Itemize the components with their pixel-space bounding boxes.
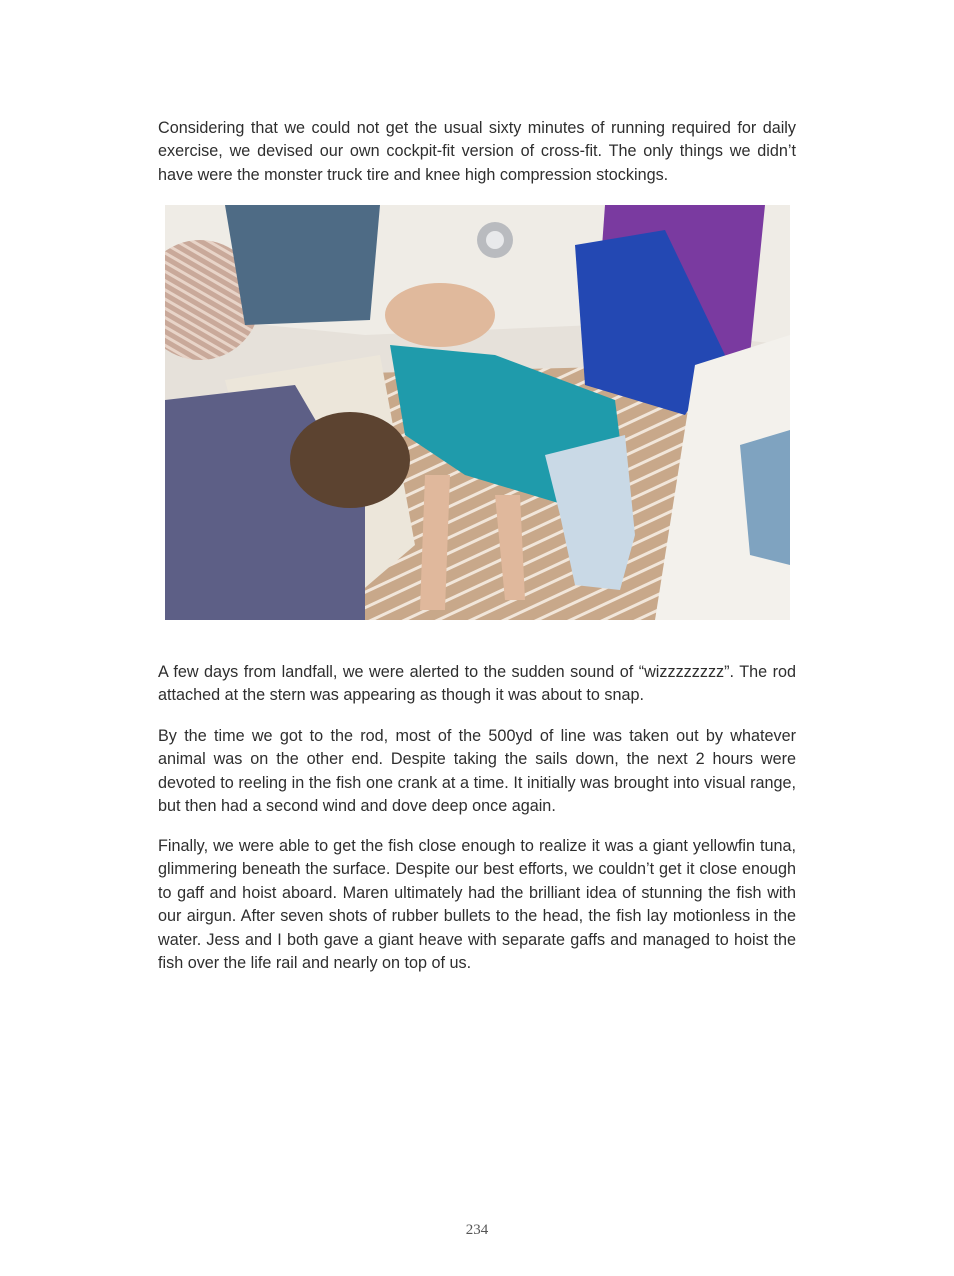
- paragraph-landfall: A few days from landfall, we were alerted to the sudden sound of “wizzzzzzzz”. The rod attached at the stern was appearing as though it was about to snap.: [158, 663, 796, 705]
- page-number: 234: [465, 1222, 489, 1238]
- paragraph-tuna: Finally, we were able to get the fish close enough to realize it was a giant yellowfin tuna, glimmering beneath the surface. Despite our best efforts, we couldn’t get it close enough to gaff and hoist aboard. Maren ultimately had the brilliant idea of stunning the fish with our airgun. After seven shots of rubber bullets to the head, the fish lay motionless in the water. Jess and I both gave a giant heave with separate gaffs and managed to hoist the fish over the life rail and nearly on top of us.: [158, 837, 796, 973]
- paragraph-reeling: By the time we got to the rod, most of the 500yd of line was taken out by whatever animal was on the other end. Despite taking the sails down, the next 2 hours were devoted to reeling in the fish one crank at a time. It initially was brought into visual range, but then had a second wind and dove deep once again.: [158, 727, 796, 816]
- cockpit-exercise-photo: [165, 205, 790, 620]
- paragraph-cross-fit: Considering that we could not get the usual sixty minutes of running required for daily exercise, we devised our own cockpit-fit version of cross-fit. The only things we didn’t have were the monster truck tire and knee high compression stockings.: [158, 119, 796, 184]
